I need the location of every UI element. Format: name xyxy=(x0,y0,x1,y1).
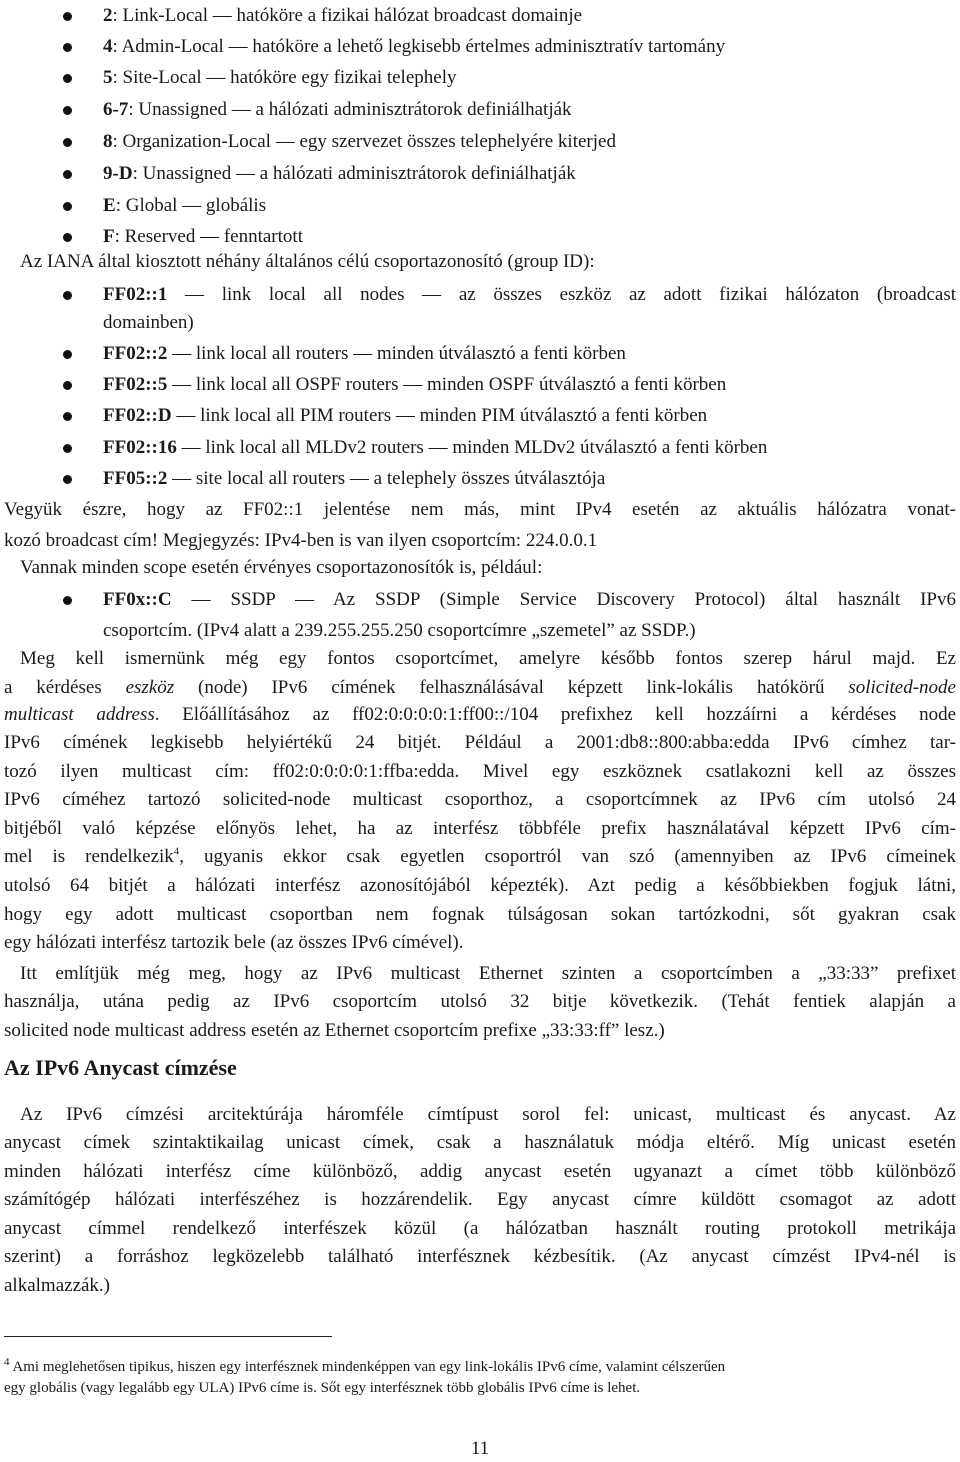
italic-term: multicast address xyxy=(4,704,155,725)
text-run: mel is rendelkezik xyxy=(4,846,174,867)
text-run: , ugyanis ekkor csak egyetlen csoportról van szó (amennyiben az IPv6 címeinek xyxy=(179,846,956,867)
bullet-dot xyxy=(63,43,72,52)
page-number: 11 xyxy=(470,1438,490,1459)
ssdp-text: — SSDP — Az SSDP (Simple Service Discovery Protocol) által használt IPv6 xyxy=(171,589,956,610)
group-id-text: — link local all nodes — az összes eszköz az adott fizikai hálózaton (broadcast xyxy=(167,284,956,305)
group-id-code: FF02::16 xyxy=(103,437,177,458)
text-run: (node) IPv6 címének felhasználásával képzett link-lokális hatókörű xyxy=(174,677,849,698)
bullet-dot xyxy=(63,12,72,21)
para2-line-2: használja, utána pedig az IPv6 csoportcím utolsó 32 bitje következik. (Tehát fentiek alapján a xyxy=(4,991,956,1012)
scope-item xyxy=(103,66,457,90)
group-id-item xyxy=(103,404,707,428)
footnote-mark: 4 xyxy=(4,1356,10,1368)
footnote-rule xyxy=(4,1336,332,1337)
para3-line-2: anycast címek szintaktikailag unicast címek, csak a használatuk módja eltérő. Míg unicast esetén xyxy=(4,1132,956,1153)
bullet-dot xyxy=(63,475,72,484)
scope-text: : Unassigned — a hálózati adminisztrátorok definiálhatják xyxy=(132,163,576,184)
para3-line-5: anycast címmel rendelkező interfészek közül (a hálózatban használt routing protokoll metrikája xyxy=(4,1218,956,1239)
text-run: Ami meglehetősen tipikus, hiszen egy interfésznek mindenképpen van egy link-lokális IPv6 címe, valamint célszerűen xyxy=(9,1359,726,1375)
footnote-line-1 xyxy=(4,1352,725,1377)
group-id-item xyxy=(103,436,767,460)
para2-line-3: solicited node multicast address esetén az Ethernet csoportcím prefixe „33:33:ff” lesz.) xyxy=(4,1020,665,1041)
group-id-code: FF02::5 xyxy=(103,374,168,395)
bullet-dot xyxy=(63,596,72,605)
scope-text: : Site-Local — hatóköre egy fizikai telephely xyxy=(112,67,457,88)
bullet-dot xyxy=(63,138,72,147)
group-id-text: domainben) xyxy=(103,312,194,333)
para2-line-1: Itt említjük még meg, hogy az IPv6 multicast Ethernet szinten a csoportcímben a „33:33” prefixet xyxy=(20,963,956,984)
group-id-code: FF02::D xyxy=(103,405,172,426)
italic-term: solicited-node xyxy=(848,677,956,698)
scope-code: 6-7 xyxy=(103,99,129,120)
group-id-code: FF02::2 xyxy=(103,343,168,364)
ssdp-code: FF0x::C xyxy=(103,589,172,610)
iana-intro: Az IANA által kiosztott néhány általános célú csoportazonosító (group ID): xyxy=(20,251,595,272)
para1-line-5: tozó ilyen multicast cím: ff02:0:0:0:0:1:ffba:edda. Mivel egy eszköznek csatlakozni kell az összes xyxy=(4,761,956,782)
para3-line-3: minden hálózati interfész címe különböző, addig anycast esetén ugyanazt a címet több különböző xyxy=(4,1161,956,1182)
para1-line-3 xyxy=(4,703,956,727)
scope-item xyxy=(103,194,266,218)
bullet-dot xyxy=(63,202,72,211)
group-id-text: — link local all routers — minden útválasztó a fenti körben xyxy=(167,343,626,364)
para1-line-6: IPv6 címéhez tartozó solicited-node multicast csoporthoz, a csoportcímnek az IPv6 cím utolsó 24 xyxy=(4,789,956,810)
bullet-dot xyxy=(63,170,72,179)
scope-text: : Organization-Local — egy szervezet összes telephelyére kiterjed xyxy=(112,131,616,152)
italic-term: eszköz xyxy=(125,677,175,698)
note-line-1: Vegyük észre, hogy az FF02::1 jelentése nem más, mint IPv4 esetén az aktuális hálózatra vonat- xyxy=(4,499,956,520)
scope-item xyxy=(103,98,572,122)
para1-line-9: utolsó 64 bitjét a hálózati interfész azonosítójából képezték). Azt pedig a későbbiekben fogjuk látni, xyxy=(4,875,956,896)
scope-intro: Vannak minden scope esetén érvényes csoportazonosítók is, például: xyxy=(20,557,543,578)
scope-item xyxy=(103,4,582,28)
bullet-dot xyxy=(63,74,72,83)
group-id-text: — link local all OSPF routers — minden OSPF útválasztó a fenti körben xyxy=(167,374,727,395)
text-run: . Előállításához az ff02:0:0:0:0:1:ff00::/104 prefixhez kell hozzáírni a kérdéses node xyxy=(154,704,957,725)
bullet-dot xyxy=(63,444,72,453)
group-id-item xyxy=(103,283,956,307)
scope-item xyxy=(103,162,576,186)
group-id-text: — link local all PIM routers — minden PIM útválasztó a fenti körben xyxy=(171,405,708,426)
scope-code: 2 xyxy=(103,5,113,26)
scope-text: : Admin-Local — hatóköre a lehető legkisebb értelmes adminisztratív tartomány xyxy=(112,36,726,57)
para1-line-8 xyxy=(4,845,956,869)
footnote-ref: 4 xyxy=(173,845,180,858)
ssdp-line-2: csoportcím. (IPv4 alatt a 239.255.255.250 csoportcímre „szemetel” az SSDP.) xyxy=(103,620,696,641)
group-id-code: FF02::1 xyxy=(103,284,168,305)
scope-item xyxy=(103,225,303,249)
scope-code: E xyxy=(103,195,116,216)
text-run: a kérdéses xyxy=(4,677,126,698)
group-id-item xyxy=(103,311,194,335)
para1-line-10: hogy egy adott multicast csoportban nem fognak túlságosan sokan tartózkodni, sőt gyakran csak xyxy=(4,904,956,925)
bullet-dot xyxy=(63,381,72,390)
group-id-text: — site local all routers — a telephely összes útválasztója xyxy=(167,468,606,489)
group-id-item xyxy=(103,373,726,397)
para1-line-2 xyxy=(4,676,956,700)
para1-line-1: Meg kell ismernünk még egy fontos csoportcímet, amelyre később fontos szerep hárul majd. Ez xyxy=(20,648,956,669)
scope-code: 8 xyxy=(103,131,113,152)
scope-code: 5 xyxy=(103,67,113,88)
para1-line-4: IPv6 címének legkisebb helyiértékű 24 bitjét. Például a 2001:db8::800:abba:edda IPv6 címhez tar- xyxy=(4,732,956,753)
group-id-item xyxy=(103,467,605,491)
scope-item xyxy=(103,130,616,154)
scope-text: : Reserved — fenntartott xyxy=(114,226,303,247)
scope-code: 4 xyxy=(103,36,113,57)
section-heading: Az IPv6 Anycast címzése xyxy=(4,1055,237,1080)
para3-line-6: szerint) a forráshoz legközelebb található interfésznek kézbesítik. (Az anycast címzést IPv4-nél is xyxy=(4,1246,956,1267)
bullet-dot xyxy=(63,412,72,421)
scope-code: F xyxy=(103,226,115,247)
group-id-item xyxy=(103,342,626,366)
bullet-dot xyxy=(63,106,72,115)
para1-line-11: egy hálózati interfész tartozik bele (az összes IPv6 címével). xyxy=(4,932,464,953)
ssdp-line-1 xyxy=(103,588,956,612)
bullet-dot xyxy=(63,233,72,242)
note-line-2: kozó broadcast cím! Megjegyzés: IPv4-ben is van ilyen csoportcím: 224.0.0.1 xyxy=(4,530,598,551)
para3-line-1: Az IPv6 címzési arcitektúrája háromféle címtípust sorol fel: unicast, multicast és anycast. Az xyxy=(20,1104,956,1125)
scope-item xyxy=(103,35,725,59)
scope-text: : Link-Local — hatóköre a fizikai hálózat broadcast domainje xyxy=(112,5,583,26)
bullet-dot xyxy=(63,291,72,300)
scope-text: : Unassigned — a hálózati adminisztrátorok definiálhatják xyxy=(128,99,572,120)
group-id-code: FF05::2 xyxy=(103,468,168,489)
footnote-line-2: egy globális (vagy legalább egy ULA) IPv6 címe is. Sőt egy interfésznek több globális IPv6 címe is lehet. xyxy=(4,1380,641,1396)
bullet-dot xyxy=(63,350,72,359)
para3-line-4: számítógép hálózati interfészéhez is hozzárendelik. Egy anycast címre küldött csomagot az adott xyxy=(4,1189,956,1210)
scope-text: : Global — globális xyxy=(115,195,267,216)
para1-line-7: bitjéből való képzése előnyös lehet, ha az interfész többféle prefix használatával képzett IPv6 cím- xyxy=(4,818,956,839)
group-id-text: — link local all MLDv2 routers — minden MLDv2 útválasztó a fenti körben xyxy=(176,437,768,458)
para3-line-7: alkalmazzák.) xyxy=(4,1275,111,1296)
scope-code: 9-D xyxy=(103,163,133,184)
